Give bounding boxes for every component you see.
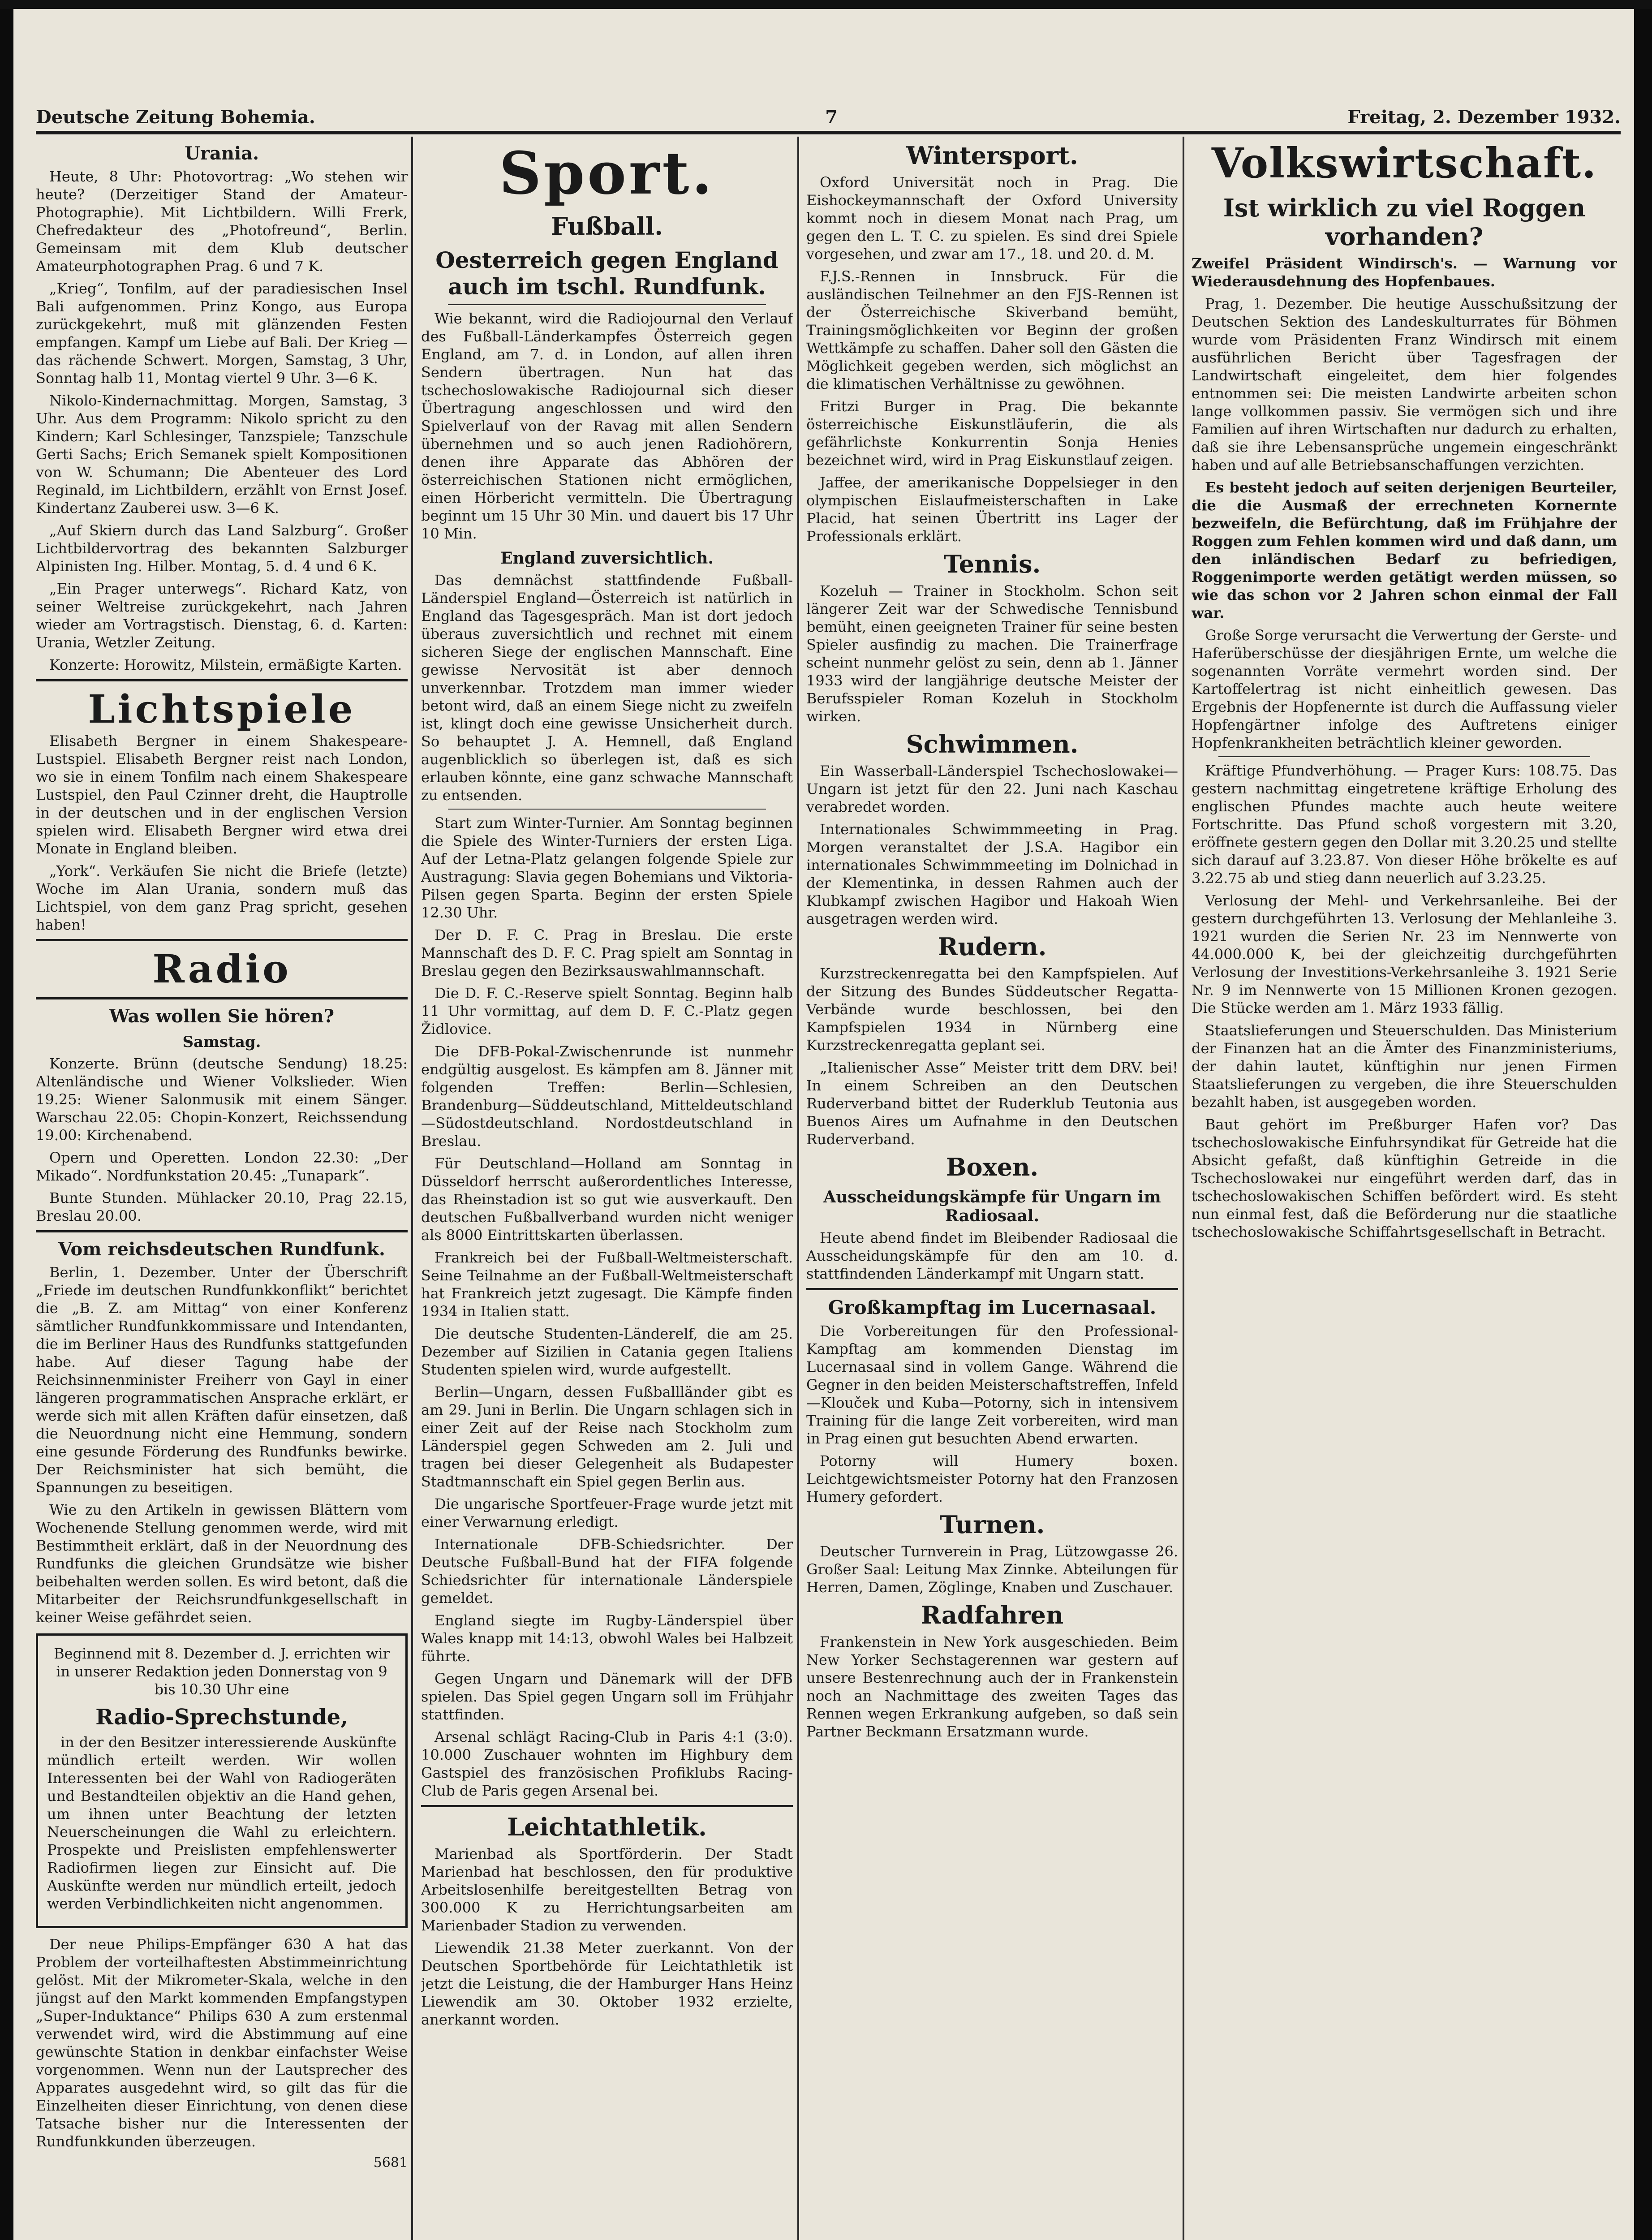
sport-para-2: Das demnächst stattfindende Fußball-Länderspiel England—Österreich ist natürlich in England das Tagesgespräch. Man ist dort jedoch überaus zuversichtlich und rechnet mit einem sicheren Siege der englischen Mannschaft. Eine gewisse Nervosität ist aber dennoch unverkennbar. Trotzdem man immer wieder betont wird, daß an einem Siege nicht zu zweifeln ist, klingt doch eine gewisse Unsicherheit durch. So behauptet J. A. Hemnell, daß England augenblicklich so überlegen ist, daß es sich erlauben könnte, eine ganz schwache Mannschaft zu entsenden. [421, 572, 793, 804]
sport-para-9: Die deutsche Studenten-Länderelf, die am 25. Dezember auf Sizilien in Catania gegen Italiens Studenten spielen wird, wurde aufgestellt. [421, 1325, 793, 1378]
urania-item-6: Konzerte: Horowitz, Milstein, ermäßigte Karten. [49, 656, 402, 673]
sprechstunde-text: in der den Besitzer interessierende Auskünfte mündlich erteilt werden. Wir wollen Interessenten bei der Wahl von Radiogeräten und Bestandteilen objektiv an die Hand gehen, um ihnen unter Beachtung der letzten Neuerscheinungen die Wahl zu erleichtern. Prospekte und Preislisten empfehlenswerter Radiofirmen liegen zur Einsicht auf. Die Auskünfte werden nur mündlich erteilt, jedoch werden Verbindlichkeiten nicht angenommen. [47, 1734, 396, 1912]
sport-title: Sport. [499, 139, 715, 207]
winter-para-2: F.J.S.-Rennen in Innsbruck. Für die ausländischen Teilnehmer an den FJS-Rennen ist der Österreichische Skiverband bemüht, Trainingsmöglichkeiten vor Beginn der großen Wettkämpfe zu schaffen. Daher soll den Gästen die Möglichkeit gegeben werden, sich möglichst an die klimatischen Verhältnisse zu gewöhnen. [806, 268, 1178, 392]
scan-border-right [1634, 0, 1652, 2240]
potorny-para: Potorny will Humery boxen. Leichtgewichtsmeister Potorny hat den Franzosen Humery gefordert. [806, 1452, 1178, 1505]
lichtspiele-item-2: „York“. Verkäufen Sie nicht die Briefe (letzte) Woche im Alan Urania, sondern muß das Lichtspiel, von dem ganz Prag spricht, gesehen haben! [36, 862, 408, 933]
lichtspiele-title: Lichtspiele [88, 687, 356, 732]
lichtspiele-item-1: Elisabeth Bergner in einem Shakespeare-Lustspiel. Elisabeth Bergner reist nach London, wo sie in einem Tonfilm nach einem Shakespeare Lustspiel, den Paul Czinner dreht, die Hauptrolle in der deutschen und in der englischen Version spielen wird. Elisabeth Bergner wird etwa drei Monate in England bleiben. [36, 732, 408, 857]
column-urania-radio [36, 137, 408, 2240]
schwimmen-para-1: Ein Wasserball-Länderspiel Tschechoslowakei—Ungarn ist jetzt für den 22. Juni nach Kaschau verabredet worden. [806, 762, 1178, 815]
tennis-para: Kozeluh — Trainer in Stockholm. Schon seit längerer Zeit war der Schwedische Tennisbund bemüht, einen geeigneten Trainer für seine besten Spieler ausfindig zu machen. Die Trainerfrage scheint nunmehr gelöst zu sein, denn ab 1. Jänner 1933 wird der langjährige deutsche Meister der Berufsspieler Roman Kozeluh in Stockholm wirken. [806, 582, 1178, 725]
newspaper-name: Deutsche Zeitung Bohemia. [36, 107, 315, 128]
england-subtitle: England zuversichtlich. [500, 549, 714, 568]
sport-para-14: Gegen Ungarn und Dänemark will der DFB spielen. Das Spiel gegen Ungarn soll im Frühjahr stattfinden. [421, 1670, 793, 1723]
schwimmen-para-2: Internationales Schwimmmeeting in Prag. Morgen veranstaltet der J.S.A. Hagibor ein internationales Schwimmmeeting im Dolnichad in der Klementinka, in dessen Rahmen auch der Klubkampf zwischen Hagibor und Hakoah Wien ausgetragen werden wird. [806, 821, 1178, 927]
column-volkswirtschaft [1192, 137, 1617, 2240]
winter-para-1: Oxford Universität noch in Prag. Die Eishockeymannschaft der Oxford University kommt noch in diesem Monat nach Prag, um gegen den L. T. C. zu spielen. Es sind drei Spiele vorgesehen, und zwar am 17., 18. und 20. d. M. [806, 174, 1178, 263]
sport-headline: Oesterreich gegen England auch im tschl. Rundfunk. [435, 247, 779, 300]
column-sport [421, 137, 793, 2240]
rudern-title: Rudern. [938, 932, 1047, 961]
urania-item-1: Heute, 8 Uhr: Photovortrag: „Wo stehen wir heute? (Derzeitiger Stand der Amateur-Photographie). Mit Lichtbildern. Willi Frerk, Chefredakteur des „Photofreund“, Berlin. Gemeinsam mit dem Klub deutscher Amateurphotographen Prag. 6 und 7 K. [36, 168, 408, 275]
rudern-para-1: Kurzstreckenregatta bei den Kampfspielen. Auf der Sitzung des Bundes Süddeutscher Regatta-Verbände wurde beschlossen, bei den Kampfspielen 1934 in Nürnberg eine Kurzstreckenregatta geplant sei. [806, 965, 1178, 1054]
sport-para-6: Die DFB-Pokal-Zwischenrunde ist nunmehr endgültig ausgelost. Es kämpfen am 8. Jänner mit folgenden Treffen: Berlin—Schlesien, Brandenburg—Süddeutschland, Mitteldeutschland—Südostdeutschland. Nordostdeutschland in Breslau. [421, 1043, 793, 1150]
divider [448, 809, 766, 810]
boxen-para: Heute abend findet im Bleibender Radiosaal die Ausscheidungskämpfe für den am 10. d. stattfindenden Länderkampf mit Ungarn statt. [806, 1229, 1178, 1282]
scan-border-left [0, 0, 13, 2240]
vw-para-1: Prag, 1. Dezember. Die heutige Ausschußsitzung der Deutschen Sektion des Landeskulturrates für Böhmen wurde vom Präsidenten Franz Windirsch mit einem ausführlichen Bericht über Tagesfragen der Landwirtschaft eingeleitet, dem hier folgendes entnommen sei: Die meisten Landwirte arbeiten schon lange vollkommen passiv. Sie vermögen sich und ihre Familien auf ihren Wirtschaften nur dadurch zu erhalten, daß sie ihre Lebensansprüche ungemein eingeschränkt haben und auf alle Betriebsanschaffungen verzichten. [1192, 295, 1617, 474]
radio-day: Samstag. [182, 1033, 261, 1051]
divider [806, 1288, 1178, 1290]
sprechstunde-lead: Beginnend mit 8. Dezember d. J. errichten wir in unserer Redaktion jeden Donnerstag von 9 bis 10.30 Uhr eine [54, 1645, 390, 1698]
radfahren-title: Radfahren [921, 1601, 1064, 1629]
grosskampftag-title: Großkampftag im Lucernasaal. [828, 1297, 1157, 1318]
divider [36, 997, 408, 999]
fussball-title: Fußball. [551, 212, 663, 241]
column-rule-1 [411, 137, 413, 2240]
column-rule-3 [1183, 137, 1184, 2240]
rundfunk-para-2: Wie zu den Artikeln in gewissen Blättern vom Wochenende Stellung genommen werde, wird mit Bestimmtheit erklärt, daß in der Neuordnung des Rundfunks die gleichen Grundsätze wie bisher beibehalten werden sollen. Es wird betont, daß die Mitarbeiter der Reichsrundfunkgesellschaft in keiner Weise gefährdet seien. [36, 1501, 408, 1626]
vw-para-4: Kräftige Pfundverhöhung. — Prager Kurs: 108.75. Das gestern nachmittag eingetretene kräftige Erholung des englischen Pfundes machte auch heute weitere Fortschritte. Das Pfund schoß vorgestern mit 3.20, eröffnete gestern gegen den Dollar mit 3.20.25 und stellte sich darauf auf 3.23.87. Von dieser Höhe brökelte es auf 3.22.75 ab und stieg dann neuerlich auf 3.23.25. [1192, 762, 1617, 887]
radio-title: Radio [152, 947, 291, 992]
sport-para-7: Für Deutschland—Holland am Sonntag in Düsseldorf herrscht außerordentliches Interesse, das Rheinstadion ist so gut wie ausverkauft. Den deutschen Fußballverband wurden nicht weniger als 8000 Eintrittskarten überlassen. [421, 1155, 793, 1244]
urania-item-3: Nikolo-Kindernachmittag. Morgen, Samstag, 3 Uhr. Aus dem Programm: Nikolo spricht zu den Kindern; Karl Schlesinger, Tanzspiele; Tanzschule Gerti Sachs; Erich Semanek spielt Kompositionen von W. Schumann; Die Abenteuer des Lord Reginald, im Lichtbildern, erzählt von Ernst Josef. Kindertanz Zauberei usw. 3—6 K. [36, 392, 408, 517]
urania-item-5: „Ein Prager unterwegs“. Richard Katz, von seiner Weltreise zurückgekehrt, nach Jahren wieder am Vortragstisch. Dienstag, 6. d. Karten: Urania, Wetzler Zeitung. [36, 580, 408, 651]
divider [448, 304, 766, 305]
divider [36, 939, 408, 941]
roggen-subhead: Zweifel Präsident Windirsch's. — Warnung vor Wiederausdehnung des Hopfenbaues. [1192, 255, 1617, 290]
urania-item-4: „Auf Skiern durch das Land Salzburg“. Großer Lichtbildervortrag des bekannten Salzburger Alpinisten Ing. Hilber. Montag, 5. d. 4 und 6 K. [36, 522, 408, 575]
vw-para-5: Verlosung der Mehl- und Verkehrsanleihe. Bei der gestern durchgeführten 13. Verlosung der Mehlanleihe 3. 1921 wurden die Serien Nr. 23 im Nennwerte von 44.000.000 K, bei der gleichzeitig durchgeführten Verlosung der Investitions-Verkehrsanleihe 3. 1921 Serie Nr. 9 im Nennwerte von 15 Millionen Kronen gezogen. Die Stücke werden am 1. März 1933 fällig. [1192, 892, 1617, 1017]
winter-para-4: Jaffee, der amerikanische Doppelsieger in den olympischen Eislaufmeisterschaften in Lake Placid, hat seinen Übertritt ins Lager der Professionals erklärt. [806, 474, 1178, 545]
header-rule [36, 131, 1621, 134]
sport-para-11: Die ungarische Sportfeuer-Frage wurde jetzt mit einer Verwarnung erledigt. [421, 1495, 793, 1530]
sport-para-17: Liewendik 21.38 Meter zuerkannt. Von der Deutschen Sportbehörde für Leichtathletik ist jetzt die Leistung, die der Hamburger Hans Heinz Liewendik am 30. Oktober 1932 erzielte, anerkannt worden. [421, 1939, 793, 2028]
rundfunk-para-1: Berlin, 1. Dezember. Unter der Überschrift „Friede im deutschen Rundfunkkonflikt“ berichtet die „B. Z. am Mittag“ von einer Konferenz sämtlicher Rundfunkkommissare und Intendanten, die im Berliner Haus des Rundfunks stattgefunden habe. Auf dieser Tagung habe der Reichsinnenminister Freiherr von Gayl in einer längeren programmatischen Ansprache erklärt, er werde sich mit allen Kräften dafür einsetzen, daß die Neuordnung nicht eine Hemmung, sondern eine gesunde Förderung des Rundfunks bewirke. Der Reichsminister hat sich bemüht, die Spannungen zu beseitigen. [36, 1264, 408, 1496]
radio-subtitle: Was wollen Sie hören? [109, 1006, 335, 1027]
sport-para-15: Arsenal schlägt Racing-Club in Paris 4:1 (3:0). 10.000 Zuschauer wohnten im Highbury dem Gastspiel des französischen Profiklubs Racing-Club de Paris gegen Arsenal bei. [421, 1728, 793, 1799]
sport-para-16: Marienbad als Sportförderin. Der Stadt Marienbad hat beschlossen, den für produktive Arbeitslosenhilfe bereitgestellten Betrag von 300.000 K zu Herrichtungsarbeiten am Marienbader Stadion zu verwenden. [421, 1845, 793, 1934]
boxen-title: Boxen. [946, 1153, 1039, 1181]
sport-para-13: England siegte im Rugby-Länderspiel über Wales knapp mit 14:13, obwohl Wales bei Halbzeit führte. [421, 1612, 793, 1665]
rudern-para-2: „Italienischer Asse“ Meister tritt dem DRV. bei! In einem Schreiben an den Deutschen Ruderverband bittet der Ruderklub Teutonia aus Buenos Aires um Aufnahme in den Deutschen Ruderverband. [806, 1059, 1178, 1148]
divider [1218, 756, 1590, 757]
page-number: 7 [825, 107, 838, 128]
vw-para-2: Es besteht jedoch auf seiten derjenigen Beurteiler, die die Ausmaß der errechneten Kornernte bezweifeln, die Befürchtung, daß im Frühjahre der Roggen zum Fehlen kommen wird und daß dann, um den inländischen Bedarf zu befriedigen, Roggenimporte werden getätigt werden müssen, so wie das schon vor 2 Jahren schon einmal der Fall war. [1192, 479, 1617, 621]
schwimmen-title: Schwimmen. [906, 730, 1079, 758]
sport-para-3: Start zum Winter-Turnier. Am Sonntag beginnen die Spiele des Winter-Turniers der ersten Liga. Auf der Letna-Platz gelangen folgende Spiele zur Austragung: Slavia gegen Bohemians und Viktoria-Pilsen gegen Sparta. Beginn der ersten Spiele 12.30 Uhr. [421, 814, 793, 921]
radio-item-1: Konzerte. Brünn (deutsche Sendung) 18.25: Altenländische und Wiener Volkslieder. Wien 19.25: Wiener Salonmusik mit einem Sänger. Warschau 22.05: Chopin-Konzert, Reichssendung 19.00: Kirchenabend. [36, 1055, 408, 1144]
sport-para-1: Wie bekannt, wird die Radiojournal den Verlauf des Fußball-Länderkampfes Österreich gegen England, am 7. d. in London, auf allen ihren Sendern übertragen. Nun hat das tschechoslowakische Radiojournal sich dieser Übertragung angeschlossen und wird den Spielverlauf von der Ravag mit allen Sendern übernehmen und so auch jenen Radiohörern, denen ihre Apparate das Abhören der österreichischen Stationen nicht ermöglichen, einen Hörbericht vermitteln. Die Übertragung beginnt um 15 Uhr 30 Min. und dauert bis 17 Uhr 10 Min. [421, 310, 793, 542]
urania-item-2: „Krieg“, Tonfilm, auf der paradiesischen Insel Bali aufgenommen. Prinz Kongo, aus Europa zurückgekehrt, muß mit glänzenden Festen empfangen. Kampf um Liebe auf Bali. Der Krieg — das rächende Schwert. Morgen, Samstag, 3 Uhr, Sonntag halb 11, Montag viertel 9 Uhr. 3—6 K. [36, 280, 408, 387]
radio-item-3: Bunte Stunden. Mühlacker 20.10, Prag 22.15, Breslau 20.00. [36, 1189, 408, 1224]
roggen-headline: Ist wirklich zu viel Roggen vorhanden? [1223, 194, 1586, 251]
radfahren-para: Frankenstein in New York ausgeschieden. Beim New Yorker Sechstagerennen war gestern auf unsere Bestenrechnung auch der in Frankenstein noch an Nachmittage des zweiten Tages das Rennen wegen Erkrankung aufgeben, so daß sein Partner Beckmann Ersatzmann wurde. [806, 1633, 1178, 1740]
sprechstunde-title: Radio-Sprechstunde, [95, 1705, 348, 1730]
vw-para-7: Baut gehört im Preßburger Hafen vor? Das tschechoslowakische Einfuhrsyndikat für Getreide hat die Absicht gefaßt, daß künftighin Getreide in die Tschechoslowakei nur eingeführt werden darf, das in tschechoslowakischen Schiffen befördert wird. Es steht nun einmal fest, daß die Beförderung nur die staatliche tschechoslowakische Schiffahrtsgesellschaft in Betracht. [1192, 1116, 1617, 1241]
divider [36, 1230, 408, 1232]
volkswirtschaft-title: Volkswirtschaft. [1211, 139, 1597, 187]
sport-para-10: Berlin—Ungarn, dessen Fußballländer gibt es am 29. Juni in Berlin. Die Ungarn schlagen sich in einer Zeit auf der Reise nach Stockholm zum Länderspiel gegen Schweden am 2. Juli und tragen bei dieser Gelegenheit als Budapester Stadtmannschaft ein Spiel gegen Berlin aus. [421, 1383, 793, 1490]
sport-para-8: Frankreich bei der Fußball-Weltmeisterschaft. Seine Teilnahme an der Fußball-Weltmeisterschaft hat Frankreich jetzt zugesagt. Die Kämpfe finden 1934 in Italien statt. [421, 1249, 793, 1320]
column-rule-2 [797, 137, 799, 2240]
divider [421, 1805, 793, 1807]
grosskampftag-para: Die Vorbereitungen für den Professional-Kampftag am kommenden Dienstag im Lucernasaal sind in vollem Gange. Während die Gegner in den beiden Meisterschaftstreffen, Infeld—Klouček und Kuba—Potorny, sich in intensivem Training für die lange Zeit vorbereiten, wird man in Prag einen gut besuchten Abend erwarten. [806, 1322, 1178, 1447]
radio-item-2: Opern und Operetten. London 22.30: „Der Mikado“. Nordfunkstation 20.45: „Tunapark“. [36, 1149, 408, 1184]
sport-para-5: Die D. F. C.-Reserve spielt Sonntag. Beginn halb 11 Uhr vormittag, auf dem D. F. C.-Platz gegen Židlovice. [421, 985, 793, 1038]
vw-para-3: Große Sorge verursacht die Verwertung der Gerste- und Haferüberschüsse der diesjährigen Ernte, um welche die sogenannten Vorräte vermehrt worden sind. Der Kartoffelertrag ist nicht einheitlich gewesen. Das Ergebnis der Hopfenernte ist durch die Auffassung vieler Hopfengärtner infolge des Auftretens einiger Hopfenkrankheiten beträchtlich kleiner geworden. [1192, 627, 1617, 751]
sport-para-4: Der D. F. C. Prag in Breslau. Die erste Mannschaft des D. F. C. Prag spielt am Sonntag in Breslau gegen den Bezirksauswahlmannschaft. [421, 926, 793, 979]
leichtathletik-title: Leichtathletik. [507, 1813, 707, 1841]
boxen-subtitle: Ausscheidungskämpfe für Ungarn im Radiosaal. [823, 1188, 1161, 1225]
sport-para-12: Internationale DFB-Schiedsrichter. Der Deutsche Fußball-Bund hat der FIFA folgende Schiedsrichter für internationale Länderspiele gemeldet. [421, 1536, 793, 1607]
tennis-title: Tennis. [943, 550, 1041, 578]
philips-para: Der neue Philips-Empfänger 630 A hat das Problem der vorteilhaftesten Abstimmeinrichtung gelöst. Mit der Mikrometer-Skala, welche in den jüngst auf den Markt kommenden Empfangstypen „Super-Induktance“ Philips 630 A zum erstenmal verwendet wird, wird die Abstimmung auf eine gewünschte Station in denkbar einfachster Weise vorgenommen. Wenn nun der Lautsprecher des Apparates ausgedehnt wird, so gilt das für die Einzelheiten dieser Einrichtung, von denen diese Tatsache bisher nur die Interessenten der Rundfunkkunden überzeugen. [36, 1936, 408, 2150]
urania-title: Urania. [185, 143, 259, 164]
scan-border-top [0, 0, 1652, 9]
turnen-para: Deutscher Turnverein in Prag, Lützowgasse 26. Großer Saal: Leitung Max Zinnke. Abteilungen für Herren, Damen, Zöglinge, Knaben und Zuschauer. [806, 1543, 1178, 1596]
divider [36, 679, 408, 681]
issue-date: Freitag, 2. Dezember 1932. [1347, 107, 1621, 128]
ad-code: 5681 [373, 2155, 408, 2171]
sprechstunde-box [36, 1633, 408, 1928]
rundfunk-title: Vom reichsdeutschen Rundfunk. [58, 1239, 385, 1260]
turnen-title: Turnen. [939, 1510, 1045, 1539]
vw-para-6: Staatslieferungen und Steuerschulden. Das Ministerium der Finanzen hat an die Ämter des Finanzministeriums, der dahin lautet, künftighin nur jenen Firmen Staatslieferungen zu vergeben, die ihre Steuerschulden bezahlt haben, ist ausgegeben worden. [1192, 1022, 1617, 1111]
wintersport-title: Wintersport. [906, 141, 1078, 170]
page-header [36, 101, 1621, 128]
winter-para-3: Fritzi Burger in Prag. Die bekannte österreichische Eiskunstläuferin, die als gefährlichste Konkurrentin Sonja Henies bezeichnet wird, wird in Prag Eiskunstlauf zeigen. [806, 398, 1178, 469]
column-wintersport [806, 137, 1178, 2240]
